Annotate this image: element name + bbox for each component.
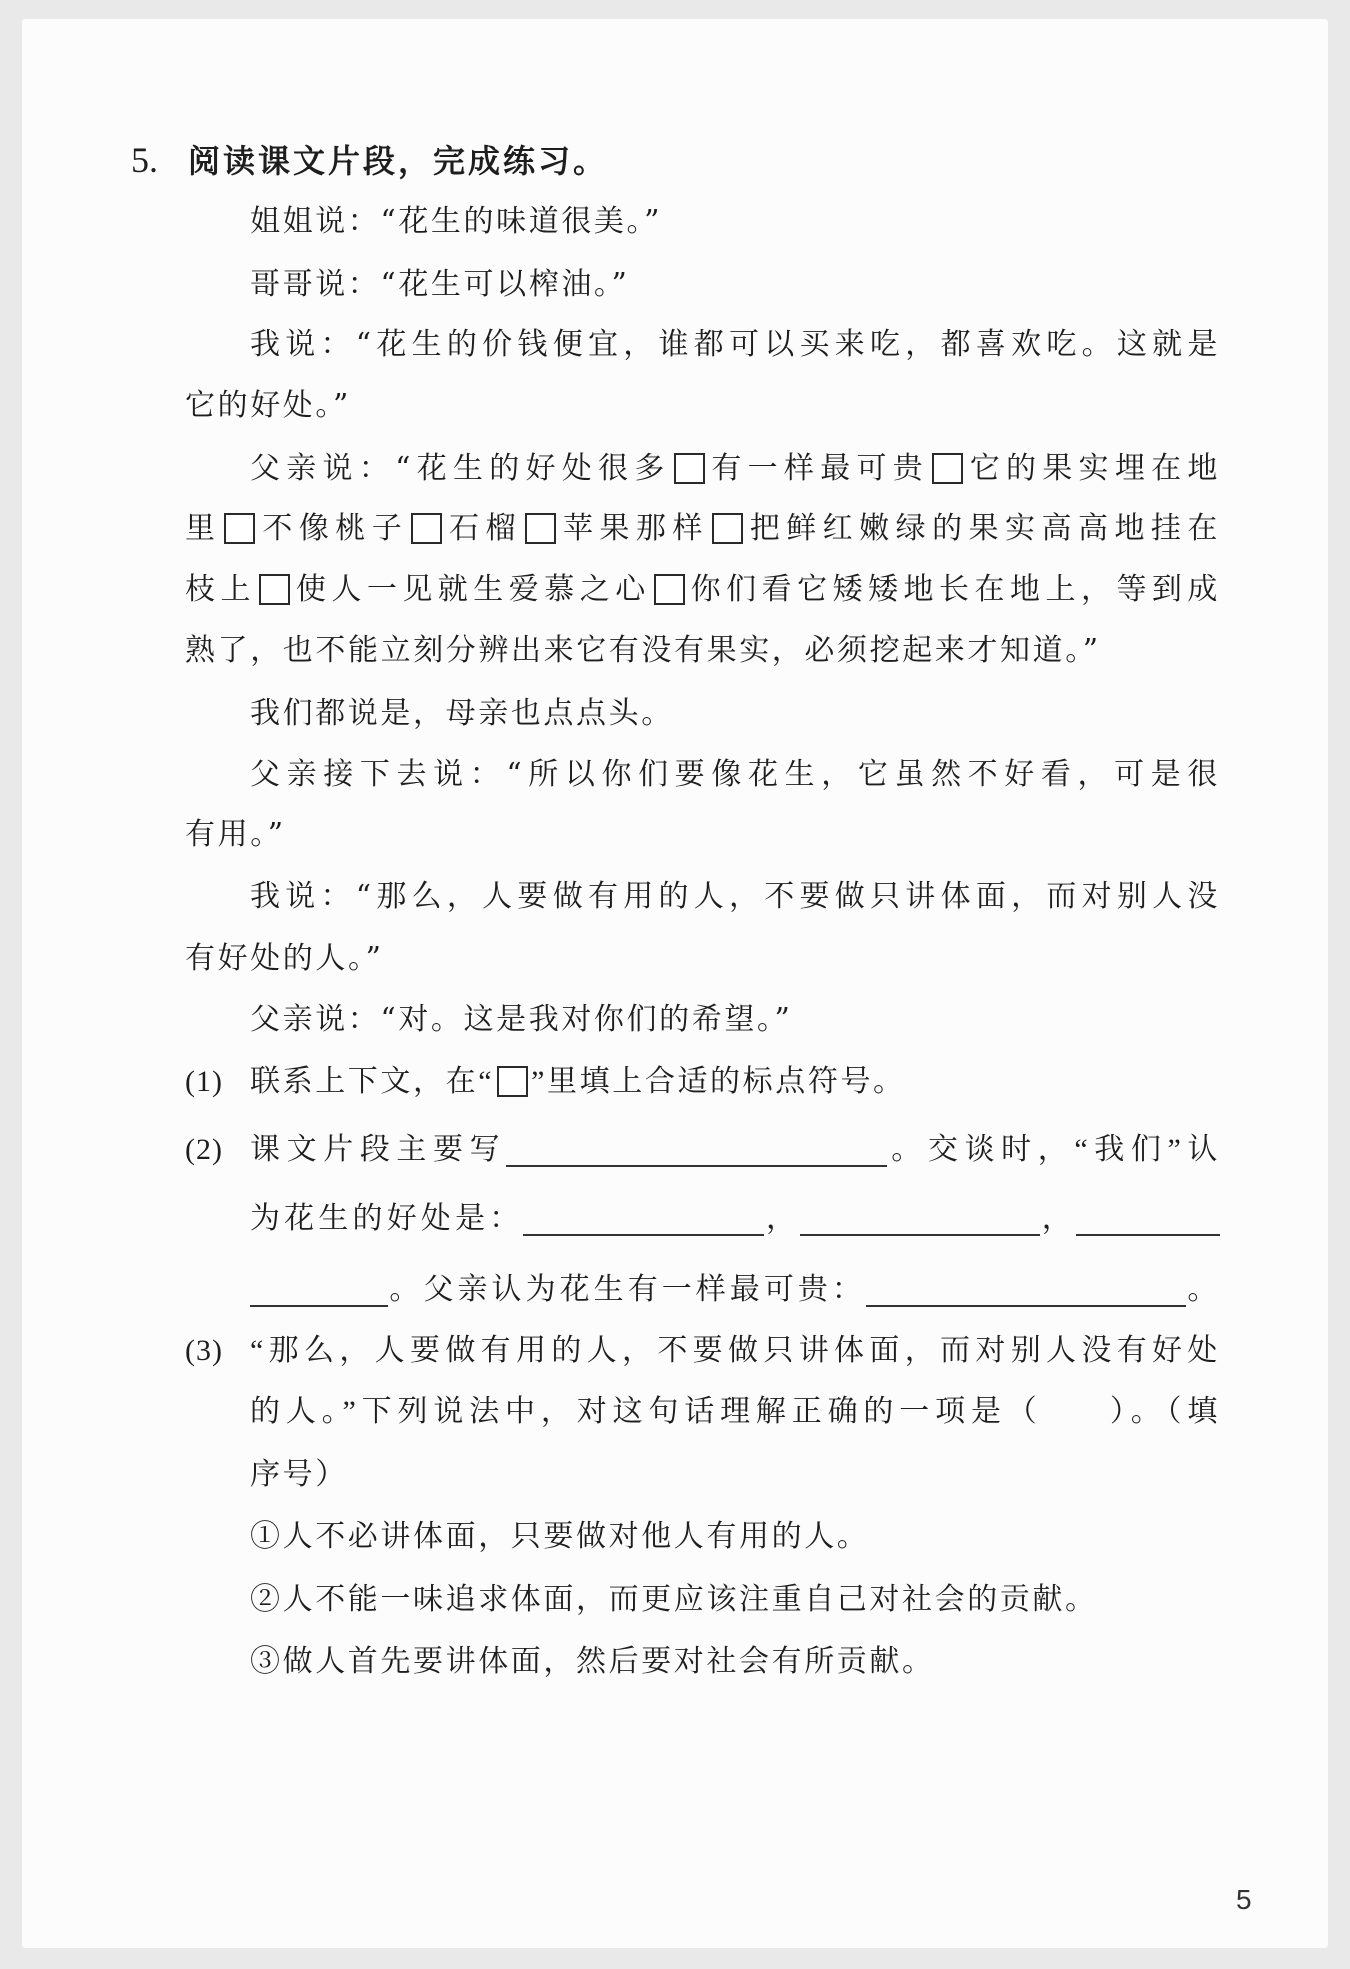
sub-question-text: ”里填上合适的标点符号。: [531, 1065, 906, 1098]
sub-question-text: 。交谈时，“我们”认: [887, 1133, 1220, 1166]
passage-text: 你们看它矮矮地长在地上，等到成: [687, 572, 1221, 607]
passage-line-8: 熟了，也不能立刻分辨出来它有没有果实，必须挖起来才知道。”: [185, 633, 1101, 668]
separator-comma: ，: [1040, 1202, 1076, 1235]
passage-text: 石榴: [445, 511, 523, 546]
passage-text: 里: [185, 511, 222, 546]
passage-text: 枝上: [185, 572, 256, 607]
passage-line-3: 我说：“花生的价钱便宜，谁都可以买来吃，都喜欢吃。这就是: [250, 327, 1220, 362]
question-title: 阅读课文片段，完成练习。: [188, 142, 609, 180]
passage-line-11: 有用。”: [185, 817, 286, 852]
sub-question-1-text: [250, 1062, 1220, 1102]
option-3: ③做人首先要讲体面，然后要对社会有所贡献。: [250, 1645, 935, 1678]
sub-question-2-label: (2): [185, 1133, 223, 1166]
sub-question-3-line-2: [250, 1392, 1220, 1432]
answer-blank-main-content[interactable]: [506, 1141, 887, 1167]
passage-text: 不像桃子: [258, 511, 409, 546]
passage-line-1: 姐姐说：“花生的味道很美。”: [250, 204, 663, 239]
passage-line-6: [185, 509, 1220, 549]
passage-line-14: 父亲说：“对。这是我对你们的希望。”: [250, 1002, 793, 1037]
answer-blank-benefit-2[interactable]: [800, 1210, 1040, 1236]
passage-line-9: 我们都说是，母亲也点点头。: [250, 696, 674, 731]
question-heading: [131, 140, 831, 180]
punctuation-box[interactable]: [674, 453, 705, 484]
sub-question-text: 联系上下文，在“: [250, 1065, 495, 1098]
passage-text: 父亲说：“花生的好处很多: [250, 451, 671, 486]
sub-question-2-line-1: [250, 1130, 1220, 1170]
answer-choice-slot[interactable]: [1043, 1401, 1107, 1425]
answer-blank-most-valuable[interactable]: [866, 1281, 1186, 1307]
passage-text: 把鲜红嫩绿的果实高高地挂在: [745, 511, 1220, 546]
passage-line-7: [185, 570, 1220, 610]
passage-text: 苹果那样: [559, 511, 709, 546]
sub-question-text: 。父亲认为花生有一样最可贵：: [388, 1273, 866, 1306]
punctuation-box[interactable]: [654, 574, 685, 605]
punctuation-box[interactable]: [224, 513, 255, 544]
sub-question-3-label: (3): [185, 1334, 223, 1367]
punctuation-box[interactable]: [259, 574, 290, 605]
sub-question-text: ）。（填: [1106, 1395, 1220, 1428]
separator-comma: ，: [764, 1202, 801, 1235]
passage-line-13: 有好处的人。”: [185, 941, 384, 976]
sub-question-text: 为花生的好处是：: [250, 1202, 524, 1235]
sub-question-1-label: (1): [185, 1065, 223, 1098]
passage-line-5: [250, 449, 1220, 489]
sub-question-2-line-2: [250, 1199, 1220, 1239]
punctuation-box-sample: [497, 1066, 528, 1097]
sub-question-text: 的人。”下列说法中，对这句话理解正确的一项是（: [250, 1395, 1043, 1428]
question-number: 5.: [131, 140, 158, 180]
sub-question-3-line-3: 序号）: [250, 1458, 348, 1491]
passage-line-10: 父亲接下去说：“所以你们要像花生，它虽然不好看，可是很: [250, 757, 1220, 792]
sub-question-3-line-1: “那么，人要做有用的人，不要做只讲体面，而对别人没有好处: [250, 1334, 1220, 1367]
sub-question-text: 课文片段主要写: [250, 1133, 507, 1166]
punctuation-box[interactable]: [712, 513, 743, 544]
sub-question-2-line-3: [250, 1270, 1220, 1310]
option-2: ②人不能一味追求体面，而更应该注重自己对社会的贡献。: [250, 1583, 1098, 1616]
page-number: 5: [1236, 1884, 1252, 1915]
sentence-end: 。: [1185, 1273, 1220, 1306]
punctuation-box[interactable]: [411, 513, 442, 544]
passage-text: 它的果实埋在地: [966, 451, 1220, 486]
answer-blank-benefit-1[interactable]: [523, 1210, 764, 1236]
punctuation-box[interactable]: [525, 513, 556, 544]
answer-blank-benefit-3-start[interactable]: [1076, 1210, 1220, 1236]
passage-line-4: 它的好处。”: [185, 388, 351, 423]
option-1: ①人不必讲体面，只要做对他人有用的人。: [250, 1520, 870, 1553]
passage-text: 使人一见就生爱慕之心: [292, 572, 651, 607]
answer-blank-benefit-3-end[interactable]: [250, 1281, 388, 1307]
punctuation-box[interactable]: [932, 453, 963, 484]
passage-line-2: 哥哥说：“花生可以榨油。”: [250, 267, 630, 302]
passage-text: 有一样最可贵: [707, 451, 930, 486]
passage-line-12: 我说：“那么，人要做有用的人，不要做只讲体面，而对别人没: [250, 879, 1220, 914]
